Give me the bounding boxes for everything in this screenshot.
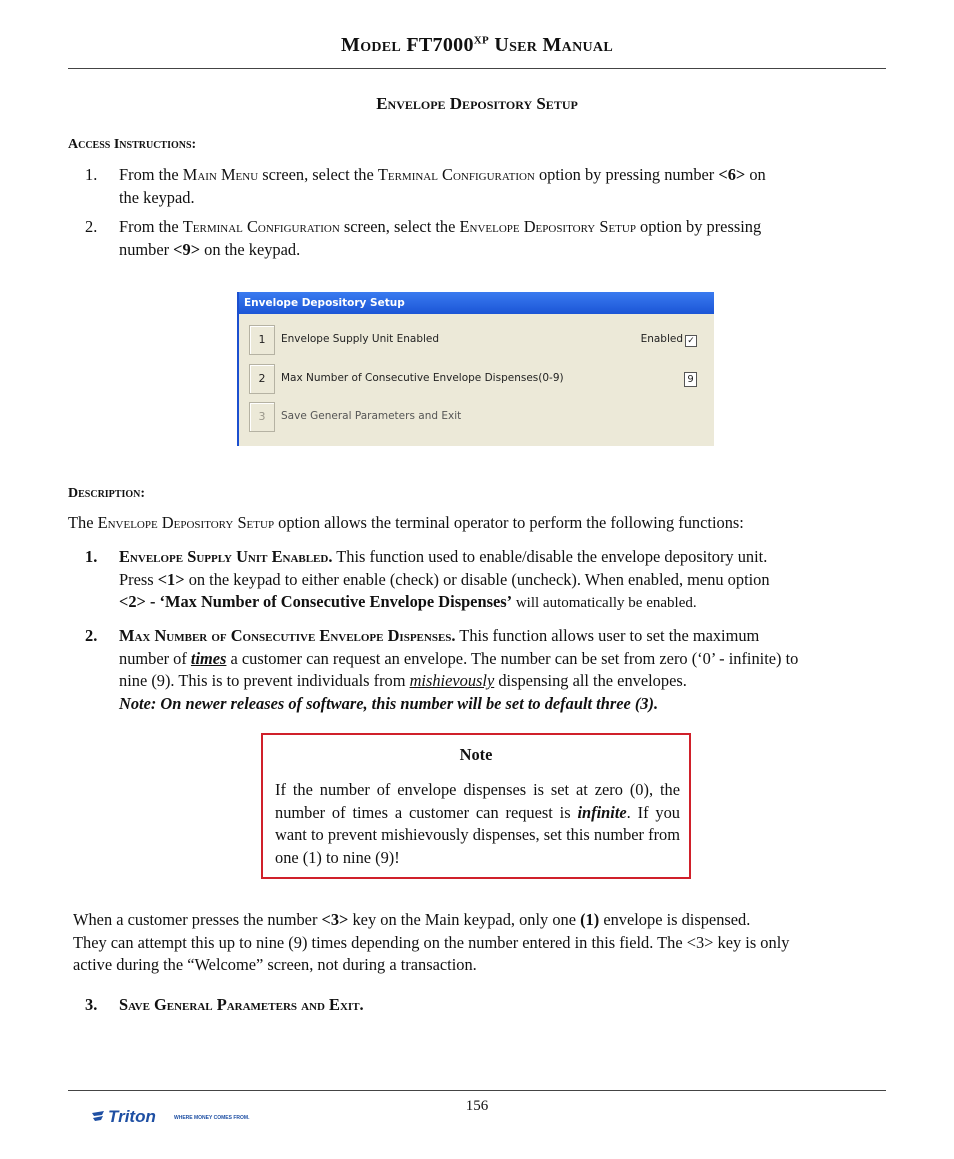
checkbox-icon[interactable]: ✓: [685, 335, 697, 347]
access-heading: Access Instructions:: [68, 137, 197, 152]
note-box: [261, 733, 691, 879]
screen-title-bar: Envelope Depository Setup: [239, 292, 714, 314]
note-title: Note: [459, 745, 493, 764]
access-step-1: 1. From the Main Menu screen, select the Terminal Configuration option by pressing number <6> on the keypad.: [85, 165, 766, 207]
envelope-setup-screen: [237, 292, 714, 446]
max-dispenses-field[interactable]: 9: [684, 372, 697, 387]
footer-rule: [68, 1090, 886, 1091]
screen-row-1: [249, 325, 709, 355]
description-item-2: 2. Max Number of Consecutive Envelope Dispenses. This function allows user to set the maximum number of times a customer can request an envelope. The number can be set from zero (‘0’ - infinite) to nine (9). This is to prevent individuals from mishievously dispensing all the envelopes. Note: On newer releases of software, this number will be set to default three (3).: [85, 626, 799, 713]
header-rule: [68, 68, 886, 69]
triton-logo: [90, 1107, 250, 1129]
option-2-label: Max Number of Consecutive Envelope Dispenses(0-9): [281, 372, 564, 384]
enabled-toggle[interactable]: Enabled ✓: [641, 333, 697, 347]
option-1-button[interactable]: 1: [249, 325, 275, 355]
screen-row-2: [249, 364, 709, 394]
manual-title: Model $FT7000^{XP}$ User Manual: [341, 34, 613, 56]
screen-row-3: [249, 402, 709, 432]
option-3-label: Save General Parameters and Exit: [281, 410, 462, 422]
description-heading: Description:: [68, 486, 146, 501]
logo-tagline: WHERE MONEY COMES FROM.: [174, 1115, 250, 1121]
note-body: If the number of envelope dispenses is set at zero (0), the number of times a customer can request is infinite. If you want to prevent mishievously dispenses, set this number from one (1) to nine (9)!: [275, 780, 680, 867]
logo-text: Triton: [108, 1107, 156, 1126]
option-1-label: Envelope Supply Unit Enabled: [281, 333, 440, 345]
access-step-2: 2. From the Terminal Configuration screen, select the Envelope Depository Setup option by pressing number <9> on the keypad.: [85, 217, 762, 259]
section-title: Envelope Depository Setup: [376, 94, 578, 113]
closing-paragraph: When a customer presses the number <3> key on the Main keypad, only one (1) envelope is dispensed. They can attempt this up to nine (9) times depending on the number entered in this field. The <3> key is only active during the “Welcome” screen, not during a transaction.: [73, 910, 790, 974]
description-item-1: 1. Envelope Supply Unit Enabled. This function used to enable/disable the envelope depository unit. Press <1> on the keypad to either enable (check) or disable (uncheck). When enabled, menu option <2> - ‘Max Number of Consecutive Envelope Dispenses’ will automatically be enabled.: [85, 547, 770, 611]
description-item-3: 3. Save General Parameters and Exit.: [85, 995, 364, 1014]
option-2-button[interactable]: 2: [249, 364, 275, 394]
page-number: 156: [465, 1098, 489, 1114]
option-3-button[interactable]: 3: [249, 402, 275, 432]
description-intro: The Envelope Depository Setup option allows the terminal operator to perform the following functions:: [68, 513, 744, 532]
